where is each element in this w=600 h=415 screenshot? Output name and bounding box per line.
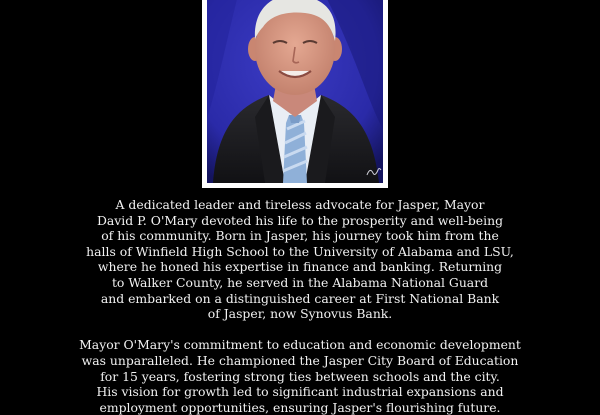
bio-line: was unparalleled. He championed the Jasper City Board of Education [81,352,519,368]
bio-line: of his community. Born in Jasper, his journey took him from the [101,228,499,244]
biography-text [60,197,540,415]
bio-line: for 15 years, fostering strong ties between schools and the city. [100,368,500,384]
bio-line: to Walker County, he served in the Alabama National Guard [111,274,489,290]
bio-line: and embarked on a distinguished career at First National Bank [100,290,500,306]
bio-line: employment opportunities, ensuring Jasper's flourishing future. [99,399,501,415]
biography-paragraph-1 [60,197,540,322]
bio-line: where he honed his expertise in finance and banking. Returning [97,259,503,275]
portrait-icon [207,0,383,183]
biography-paragraph-2 [60,337,540,415]
bio-line: David P. O'Mary devoted his life to the prosperity and well-being [96,212,504,228]
bio-line: halls of Winfield High School to the University of Alabama and LSU, [86,243,514,259]
portrait-frame [202,0,388,188]
bio-line: His vision for growth led to significant industrial expansions and [96,384,504,400]
bio-line: Mayor O'Mary's commitment to education and economic development [79,337,521,353]
bio-line: A dedicated leader and tireless advocate for Jasper, Mayor [115,197,485,212]
mayor-portrait-photo [207,0,383,183]
bio-line: of Jasper, now Synovus Bank. [207,306,393,322]
